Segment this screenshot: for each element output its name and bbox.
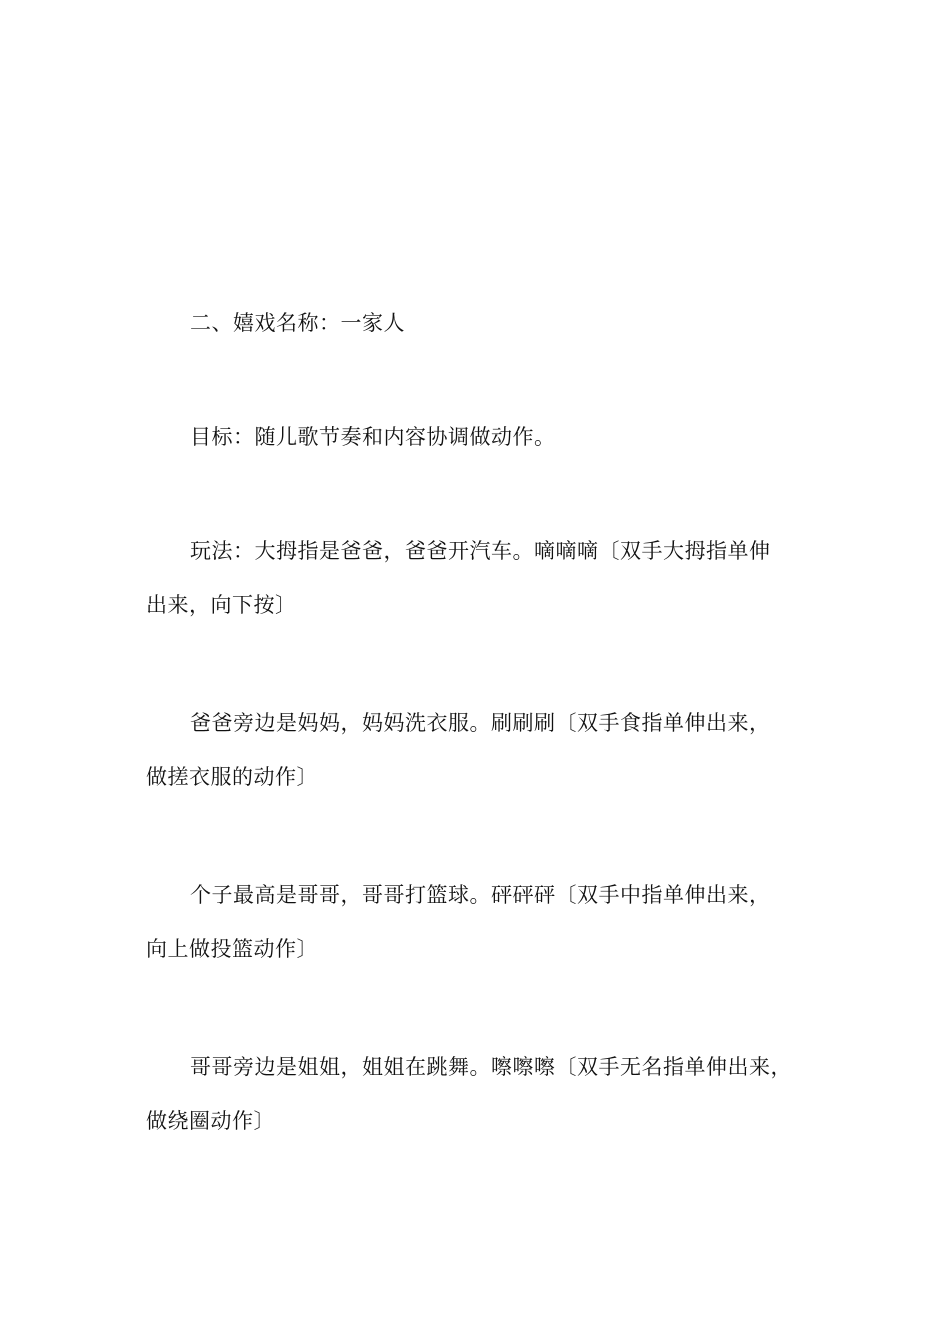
play-rules-paragraph [146, 524, 816, 632]
paragraph-line: 爸爸旁边是妈妈，妈妈洗衣服。刷刷刷〔双手食指单伸出来， [190, 711, 771, 735]
paragraph-line: 个子最高是哥哥，哥哥打篮球。砰砰砰〔双手中指单伸出来， [190, 883, 771, 907]
goal-text: 目标：随儿歌节奏和内容协调做动作。 [190, 425, 556, 449]
paragraph-line: 做绕圈动作〕 [146, 1109, 275, 1133]
paragraph-line: 哥哥旁边是姐姐，姐姐在跳舞。嚓嚓嚓〔双手无名指单伸出来， [190, 1055, 792, 1079]
paragraph-line: 玩法：大拇指是爸爸，爸爸开汽车。嘀嘀嘀〔双手大拇指单伸 [190, 539, 771, 563]
paragraph-line: 出来，向下按〕 [146, 593, 297, 617]
sister-paragraph [146, 1040, 816, 1148]
mother-paragraph [146, 696, 816, 804]
paragraph-line: 做搓衣服的动作〕 [146, 765, 318, 789]
section-heading [146, 296, 816, 350]
goal-paragraph [146, 410, 816, 464]
paragraph-line: 向上做投篮动作〕 [146, 937, 318, 961]
brother-paragraph [146, 868, 816, 976]
heading-text: 二、嬉戏名称：一家人 [190, 311, 405, 335]
